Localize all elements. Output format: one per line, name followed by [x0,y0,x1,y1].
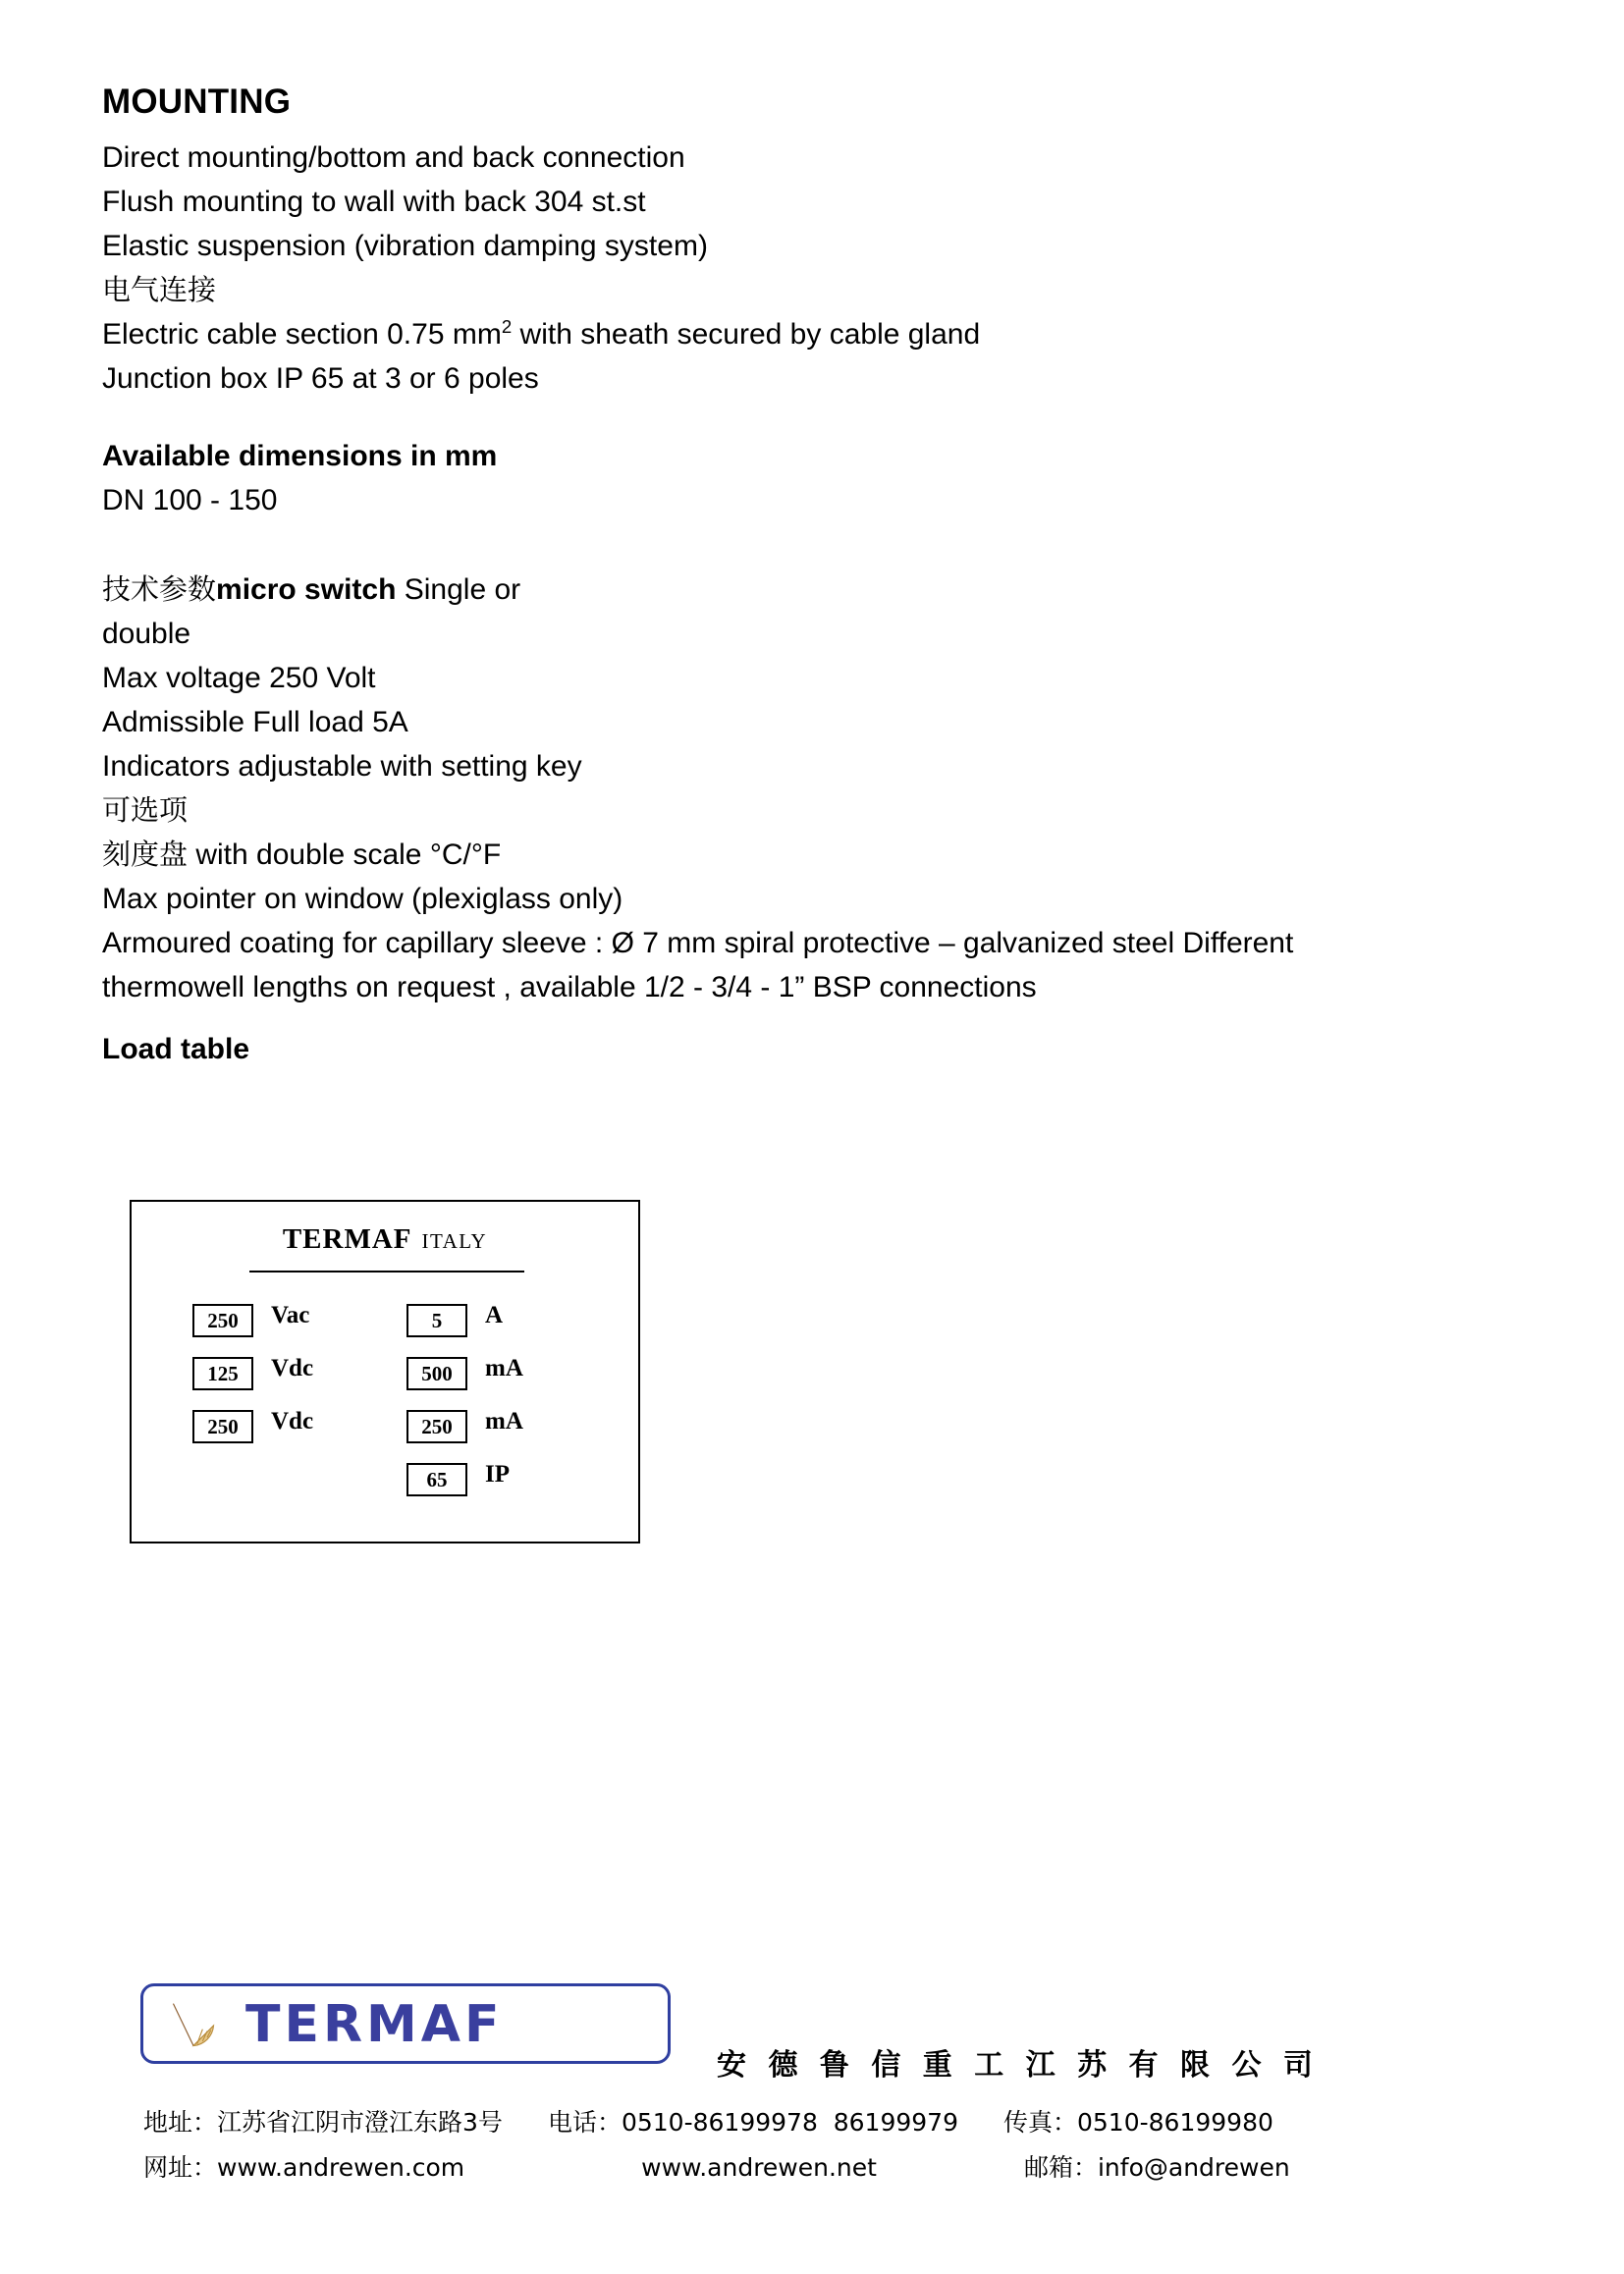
load-table-heading: Load table [102,1033,250,1065]
document-body [102,82,1496,1071]
load-value-right-4: 65 [406,1463,467,1496]
load-unit-right-2: mA [485,1355,523,1381]
specs-heading [102,568,1496,612]
spacer-3 [102,1009,1496,1027]
footer-contact-line-1 [143,2103,1624,2139]
load-unit-right-1: A [485,1302,504,1328]
specs-line-4: Indicators adjustable with setting key [102,750,582,783]
specs-line-1: double [102,618,191,650]
options-line-1-tail: with double scale °C/°F [188,839,502,871]
junction-box-line: Junction box IP 65 at 3 or 6 poles [102,362,539,395]
options-heading: 可选项 [102,793,189,827]
load-unit-right-3: mA [485,1408,523,1435]
options-line-2: Max pointer on window (plexiglass only) [102,883,623,915]
electrical-connection-heading: 电气连接 [102,273,217,306]
electrical-cable-pre: Electric cable section 0.75 mm [102,318,502,351]
available-dimensions-heading: Available dimensions in mm [102,440,498,472]
options-line-1-cn: 刻度盘 [102,838,189,871]
load-value-right-3: 250 [406,1410,467,1443]
address-value: 江苏省江阴市澄江东路3号 [217,2108,503,2137]
logo-wordmark: TERMAF [245,1995,504,2054]
load-value-right-1: 5 [406,1304,467,1337]
email-label: 邮箱： [1023,2153,1098,2182]
specs-heading-tail: Single or [396,573,521,606]
website-label: 网址： [143,2153,218,2182]
load-value-left-3: 250 [192,1410,253,1443]
website-value-2[interactable]: www.andrewen.net [641,2153,877,2182]
mounting-line-2: Flush mounting to wall with back 304 st.st [102,186,646,218]
load-unit-right-4: IP [485,1461,510,1488]
fax-label: 传真： [1002,2108,1077,2137]
load-table-brand-country: ITALY [421,1229,488,1253]
options-line-1 [102,833,1496,877]
load-table-figure [130,1200,640,1543]
load-value-right-2: 500 [406,1357,467,1390]
options-paragraph: Armoured coating for capillary sleeve : Ø 7 mm spiral protective – galvanized steel Different thermowell lengths on request , available 1/2 - 3/4 - 1” BSP connections [102,927,1294,1003]
load-unit-left-2: Vdc [271,1355,314,1381]
electrical-cable-line [102,312,1496,356]
phone-value: 0510-86199978 86199979 [621,2108,958,2137]
electrical-cable-superscript: 2 [501,316,513,337]
email-value[interactable]: info@andrewen [1097,2153,1290,2182]
load-unit-left-3: Vdc [271,1408,314,1435]
electrical-cable-post: with sheath secured by cable gland [512,318,981,351]
available-dimensions-value: DN 100 - 150 [102,484,278,516]
specs-heading-cn: 技术参数 [102,572,217,606]
load-unit-left-1: Vac [271,1302,310,1328]
page-title: MOUNTING [102,82,292,121]
spacer-1 [102,401,1496,434]
website-value[interactable]: www.andrewen.com [217,2153,465,2182]
mounting-line-1: Direct mounting/bottom and back connection [102,141,685,174]
specs-line-2: Max voltage 250 Volt [102,662,376,694]
company-logo [140,1983,671,2064]
footer-contact-line-2 [143,2148,1624,2184]
phone-label: 电话： [547,2108,622,2137]
load-table-brand-name: TERMAF [282,1223,412,1255]
fan-icon [165,1998,222,2053]
specs-line-3: Admissible Full load 5A [102,706,408,738]
address-label: 地址： [143,2108,218,2137]
load-value-left-1: 250 [192,1304,253,1337]
fax-value: 0510-86199980 [1077,2108,1273,2137]
load-table-brand-row [132,1223,638,1256]
mounting-line-3: Elastic suspension (vibration damping system) [102,230,708,262]
spacer-2 [102,522,1496,568]
load-table-divider [249,1271,524,1272]
company-name: 安 德 鲁 信 重 工 江 苏 有 限 公 司 [717,2048,1319,2083]
load-value-left-2: 125 [192,1357,253,1390]
specs-heading-bold: micro switch [216,573,397,606]
